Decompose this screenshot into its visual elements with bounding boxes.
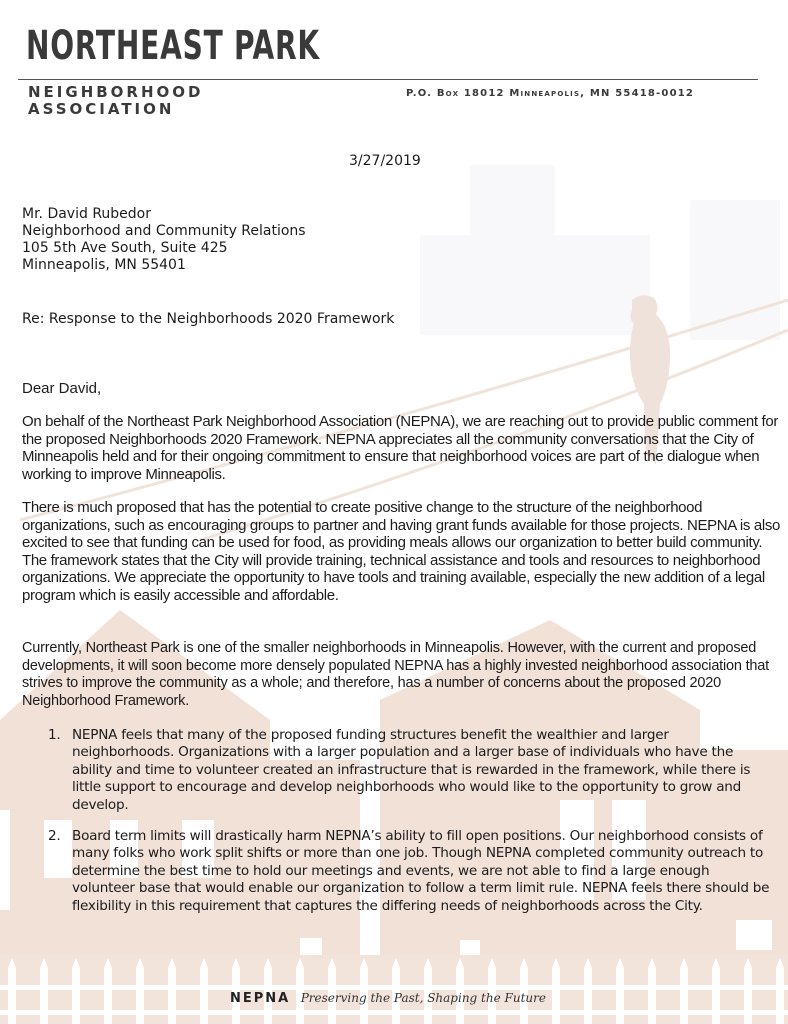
list-number: 2.	[48, 828, 61, 844]
org-subtitle-line2: ASSOCIATION	[28, 100, 175, 118]
org-subtitle-line1: NEIGHBORHOOD	[28, 83, 204, 101]
mailing-address: P.O. Box 18012 Minneapolis, MN 55418-0012	[406, 88, 695, 99]
footer-tagline	[230, 990, 546, 1006]
body-paragraph: There is much proposed that has the potential to create positive change to the structure of the neighborhood organizations, such as encouraging groups to partner and having grant funds available for those projects. NEPNA is also excited to see that funding can be used for food, as providing meals allows our organization to better build community. The framework states that the City will provide training, technical assistance and tools and resources to neighborhood organizations. We appreciate the opportunity to have tools and training available, especially the new addition of a legal program which is easily accessible and affordable.	[22, 499, 780, 604]
org-logo-subtitle	[28, 84, 204, 118]
org-logo-title: NORTHEAST PARK	[26, 23, 320, 69]
recipient-name: Mr. David Rubedor	[22, 206, 152, 222]
recipient-street: 105 5th Ave South, Suite 425	[22, 240, 228, 256]
list-number: 1.	[48, 727, 61, 743]
concern-text: NEPNA feels that many of the proposed funding structures benefit the wealthier and larger neighborhoods. Organizations with a larger population and a larger base of individuals who have the ability and time to volunteer created an infrastructure that is rewarded in the framework, while there is little support to encourage and develop neighborhoods who would like to the opportunity to grow and develop.	[72, 727, 751, 813]
recipient-block	[22, 206, 306, 274]
body-paragraph: On behalf of the Northeast Park Neighborhood Association (NEPNA), we are reaching out to provide public comment for the proposed Neighborhoods 2020 Framework. NEPNA appreciates all the community conversations that the City of Minneapolis held and for their ongoing commitment to ensure that neighborhood voices are part of the dialogue when working to improve Minneapolis.	[22, 413, 779, 483]
footer-motto: Preserving the Past, Shaping the Future	[300, 991, 546, 1005]
body-paragraph: Currently, Northeast Park is one of the smaller neighborhoods in Minneapolis. However, with the current and proposed developments, it will soon become more densely populated NEPNA has a highly invested neighborhood association that strives to improve the community as a whole; and therefore, has a number of concerns about the proposed 2020 Neighborhood Framework.	[22, 640, 769, 709]
letterhead-divider	[18, 79, 758, 80]
concern-text: Board term limits will drastically harm NEPNA’s ability to fill open positions. Our neighborhood consists of many folks who work split shifts or more than one job. Though NEPNA completed community outreach to determine the best time to hold our meetings and events, we are not able to find a large enough volunteer base that would enable our organization to follow a term limit rule. NEPNA feels there should be flexibility in this requirement that captures the differing needs of neighborhoods across the City.	[72, 828, 770, 914]
salutation: Dear David,	[22, 380, 102, 397]
recipient-department: Neighborhood and Community Relations	[22, 223, 306, 239]
recipient-city: Minneapolis, MN 55401	[22, 257, 186, 273]
footer-org: NEPNA	[230, 991, 291, 1006]
subject-line: Re: Response to the Neighborhoods 2020 Framework	[22, 311, 395, 327]
letter-date: 3/27/2019	[349, 153, 421, 169]
